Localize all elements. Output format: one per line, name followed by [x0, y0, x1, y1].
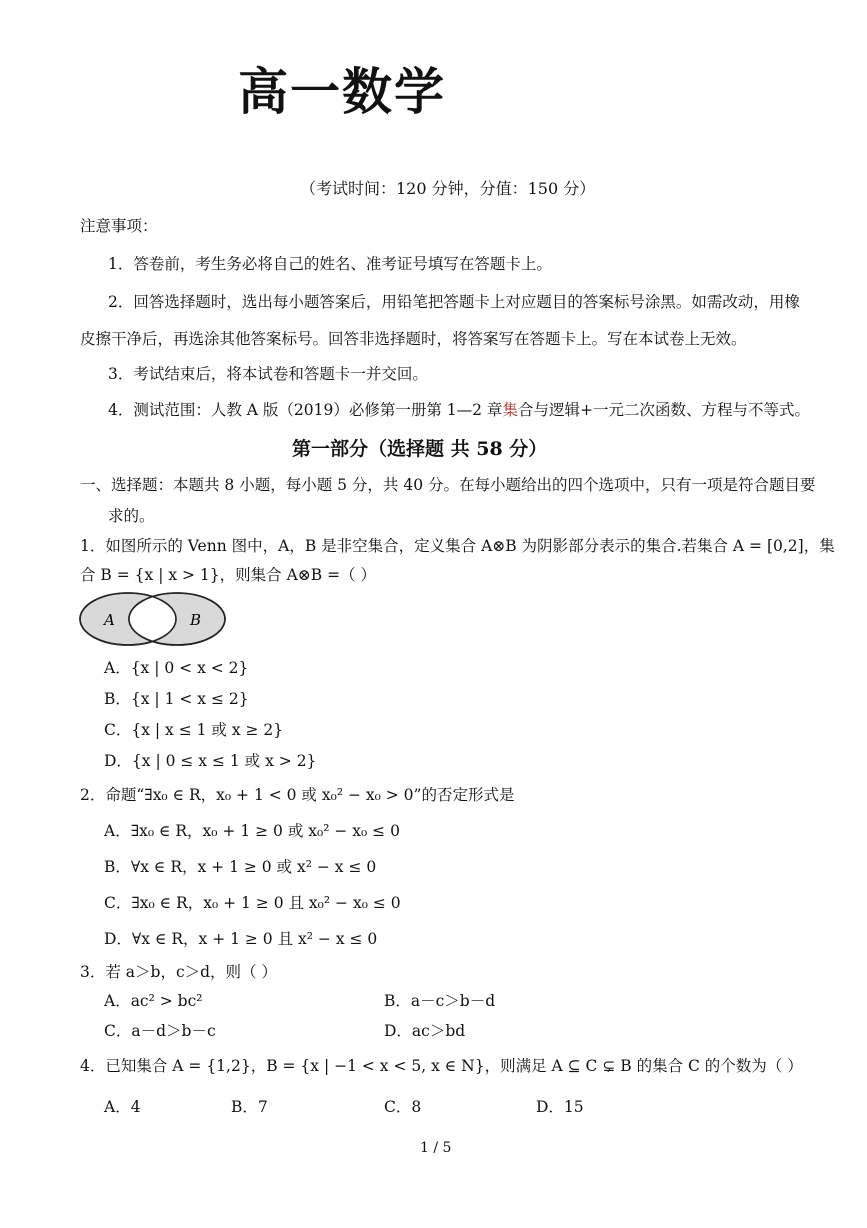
part1-intro-line-1: 一、选择题：本题共 8 小题，每小题 5 分，共 40 分。在每小题给出的四个选项中，只有一项是符合题目要 — [80, 476, 816, 494]
q4-option-a: A．4 — [104, 1098, 141, 1116]
notice-heading: 注意事项： — [80, 217, 158, 235]
notice-item-2-line-2: 皮擦干净后，再选涂其他答案标号。回答非选择题时，将答案写在答题卡上。写在本试卷上无效。 — [80, 330, 747, 348]
notice-item-3: 3．考试结束后，将本试卷和答题卡一并交回。 — [108, 365, 428, 383]
q4-option-c: C．8 — [384, 1098, 422, 1116]
q1-option-d: D．{x | 0 ≤ x ≤ 1 或 x > 2} — [104, 752, 317, 770]
page-title: 高一数学 — [238, 63, 446, 121]
q4-stem: 4．已知集合 A = {1,2}，B = {x | −1 < x < 5, x ∈ N}，则满足 A ⊆ C ⊊ B 的集合 C 的个数为（ ） — [80, 1057, 803, 1075]
notice-item-4-pre: 4．测试范围：人教 A 版（2019）必修第一册第 1—2 章 — [108, 401, 503, 419]
q1-stem-line-2: 合 B = {x | x > 1}，则集合 A⊗B =（ ） — [80, 566, 376, 584]
q2-stem: 2．命题“∃x₀ ∈ R，x₀ + 1 < 0 或 x₀² − x₀ > 0”的否定形式是 — [80, 786, 515, 804]
notice-item-4 — [108, 398, 810, 420]
q2-option-a: A．∃x₀ ∈ R，x₀ + 1 ≥ 0 或 x₀² − x₀ ≤ 0 — [104, 822, 400, 840]
notice-item-4-red: 集 — [502, 401, 518, 419]
part1-intro-line-2: 求的。 — [108, 507, 155, 525]
venn-diagram — [78, 590, 228, 648]
venn-label-a: A — [104, 611, 115, 629]
q3-option-d: D．ac＞bd — [384, 1022, 466, 1040]
q1-option-c: C．{x | x ≤ 1 或 x ≥ 2} — [104, 721, 284, 739]
q4-option-b: B．7 — [231, 1098, 268, 1116]
q1-option-b: B．{x | 1 < x ≤ 2} — [104, 690, 249, 708]
notice-item-4-post: 合与逻辑+一元二次函数、方程与不等式。 — [517, 401, 810, 419]
q2-option-b: B．∀x ∈ R，x + 1 ≥ 0 或 x² − x ≤ 0 — [104, 858, 377, 876]
section-title: 第一部分（选择题 共 58 分） — [292, 438, 548, 460]
q3-stem: 3．若 a＞b，c＞d，则（ ） — [80, 963, 277, 981]
exam-info: （考试时间：120 分钟，分值：150 分） — [300, 179, 596, 198]
q1-option-a: A．{x | 0 < x < 2} — [104, 659, 249, 677]
q3-option-b: B．a－c＞b－d — [384, 992, 496, 1010]
q4-option-d: D．15 — [536, 1098, 584, 1116]
q2-option-d: D．∀x ∈ R，x + 1 ≥ 0 且 x² − x ≤ 0 — [104, 930, 378, 948]
notice-item-2-line-1: 2．回答选择题时，选出每小题答案后，用铅笔把答题卡上对应题目的答案标号涂黑。如需改动，用橡 — [108, 293, 800, 311]
q3-option-a: A．ac² > bc² — [104, 992, 203, 1010]
q1-stem-line-1: 1．如图所示的 Venn 图中，A，B 是非空集合，定义集合 A⊗B 为阴影部分表示的集合.若集合 A = [0,2]，集 — [80, 537, 835, 555]
q3-option-c: C．a－d＞b－c — [104, 1022, 216, 1040]
q2-option-c: C．∃x₀ ∈ R，x₀ + 1 ≥ 0 且 x₀² − x₀ ≤ 0 — [104, 894, 401, 912]
venn-label-b: B — [190, 611, 202, 629]
page-number: 1 / 5 — [420, 1140, 452, 1156]
notice-item-1: 1．答卷前，考生务必将自己的姓名、准考证号填写在答题卡上。 — [108, 255, 552, 273]
